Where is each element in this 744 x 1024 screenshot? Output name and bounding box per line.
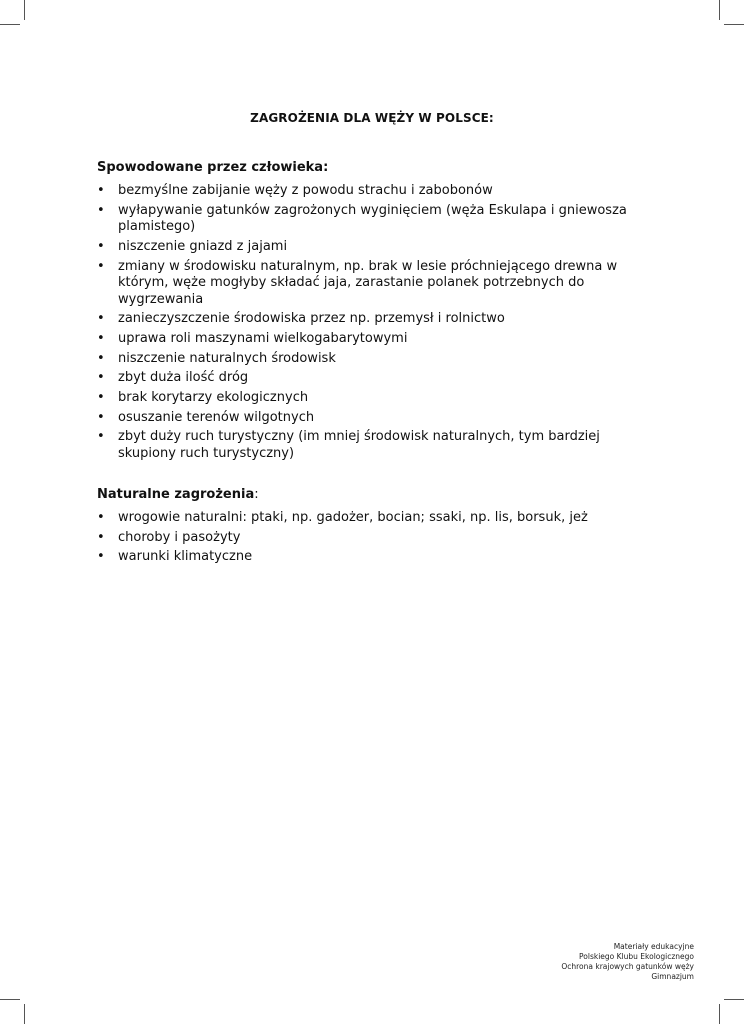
- list-item: [97, 549, 657, 566]
- list-item-text: zbyt duży ruch turystyczny (im mniej środowisk naturalnych, tym bardziej skupiony ruch turystyczny): [118, 429, 600, 461]
- list-item: [97, 370, 657, 387]
- list-item-text: choroby i pasożyty: [118, 529, 241, 545]
- crop-mark-top-right-vertical: [719, 0, 720, 20]
- list-item-text: zbyt duża ilość dróg: [118, 370, 249, 386]
- list-item: [97, 203, 657, 236]
- footer-line: Polskiego Klubu Ekologicznego: [579, 952, 694, 961]
- bullet-icon: •: [97, 409, 105, 425]
- natural-threats-list: [97, 510, 657, 569]
- list-item: [97, 259, 657, 309]
- list-item: [97, 530, 657, 547]
- bullet-icon: •: [97, 238, 105, 254]
- list-item-text: osuszanie terenów wilgotnych: [118, 409, 315, 425]
- bullet-icon: •: [97, 429, 105, 445]
- footer-line: Gimnazjum: [651, 972, 694, 981]
- crop-mark-top-left-vertical: [24, 0, 25, 20]
- bullet-icon: •: [97, 549, 105, 565]
- list-item-text: zmiany w środowisku naturalnym, np. brak w lesie próchniejącego drewna w którym, węże mogłyby składać jaja, zarastanie polanek potrzebnych do wygrzewania: [118, 258, 618, 307]
- list-item-text: brak korytarzy ekologicznych: [118, 390, 309, 405]
- list-item-text: bezmyślne zabijanie węży z powodu strachu i zabobonów: [118, 183, 493, 198]
- bullet-icon: •: [97, 202, 105, 218]
- human-threats-list: [97, 183, 657, 466]
- natural-threats-heading-colon: :: [254, 487, 259, 502]
- bullet-icon: •: [97, 510, 105, 525]
- natural-threats-heading: [97, 487, 259, 502]
- list-item-text: niszczenie naturalnych środowisk: [118, 350, 336, 366]
- crop-mark-bottom-right-horizontal: [724, 999, 744, 1000]
- list-item-text: warunki klimatyczne: [118, 549, 253, 565]
- bullet-icon: •: [97, 311, 105, 327]
- bullet-icon: •: [97, 370, 105, 386]
- bullet-icon: •: [97, 183, 105, 198]
- natural-threats-heading-text: Naturalne zagrożenia: [97, 487, 255, 502]
- list-item-text: uprawa roli maszynami wielkogabarytowymi: [118, 330, 408, 346]
- human-threats-heading: Spowodowane przez człowieka:: [97, 160, 329, 175]
- list-item: [97, 331, 657, 348]
- list-item: [97, 239, 657, 256]
- footer-credits: [561, 942, 694, 982]
- list-item-text: niszczenie gniazd z jajami: [118, 238, 288, 254]
- crop-mark-bottom-left-horizontal: [0, 999, 20, 1000]
- list-item-text: wrogowie naturalni: ptaki, np. gadożer, bocian; ssaki, np. lis, borsuk, jeż: [118, 510, 588, 525]
- list-item: [97, 429, 657, 462]
- crop-mark-top-right-horizontal: [724, 24, 744, 25]
- list-item: [97, 311, 657, 328]
- crop-mark-bottom-left-vertical: [24, 1004, 25, 1024]
- bullet-icon: •: [97, 390, 105, 405]
- page-title: ZAGROŻENIA DLA WĘŻY W POLSCE:: [250, 111, 494, 125]
- footer-line: Ochrona krajowych gatunków węży: [561, 962, 694, 971]
- crop-mark-bottom-right-vertical: [719, 1004, 720, 1024]
- list-item-text: wyłapywanie gatunków zagrożonych wyginięciem (węża Eskulapa i gniewosza plamistego): [118, 202, 627, 235]
- list-item-text: zanieczyszczenie środowiska przez np. przemysł i rolnictwo: [118, 311, 505, 327]
- footer-line: Materiały edukacyjne: [613, 942, 694, 951]
- list-item: [97, 351, 657, 368]
- bullet-icon: •: [97, 350, 105, 366]
- list-item: [97, 510, 657, 527]
- bullet-icon: •: [97, 330, 105, 346]
- list-item: [97, 390, 657, 407]
- list-item: [97, 410, 657, 427]
- bullet-icon: •: [97, 258, 105, 274]
- list-item: [97, 183, 657, 200]
- crop-mark-top-left-horizontal: [0, 24, 20, 25]
- bullet-icon: •: [97, 529, 105, 545]
